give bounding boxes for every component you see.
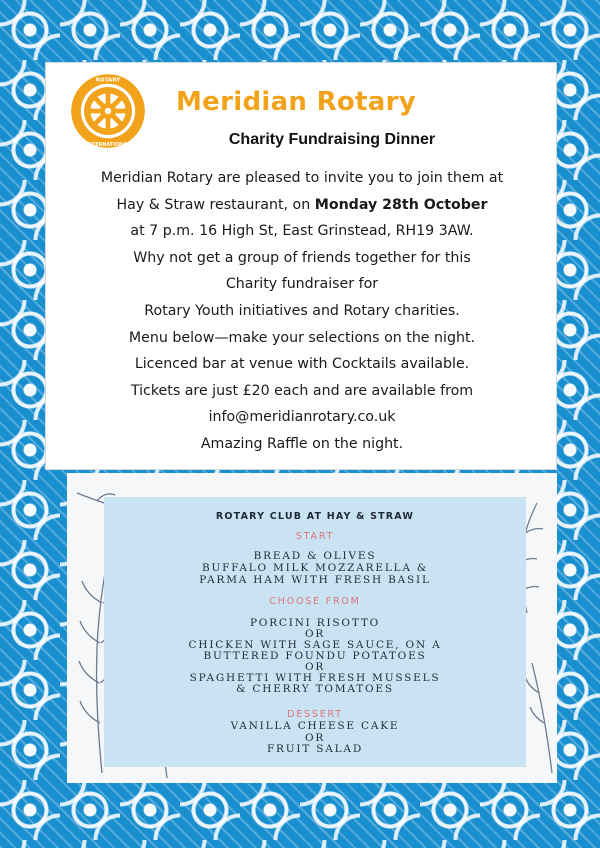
invite-line: Charity fundraiser for (225, 276, 379, 293)
invite-line: Meridian Rotary are pleased to invite you to join them at (100, 170, 504, 186)
menu-item: FRUIT SALAD (266, 743, 364, 755)
invite-line-date (46, 192, 558, 219)
menu-item: OR (304, 661, 326, 673)
logo-ring-text-top: ROTARY (95, 77, 121, 84)
menu-item: & CHERRY TOMATOES (236, 683, 394, 695)
menu-item: BREAD & OLIVES (253, 550, 377, 562)
menu-item: CHICKEN WITH SAGE SAUCE, ON A (188, 639, 442, 651)
menu-item: OR (304, 628, 326, 640)
menu-item: VANILLA CHEESE CAKE (230, 720, 400, 732)
menu-item: PORCINI RISOTTO (249, 617, 381, 629)
invite-line: Tickets are just £20 each and are available from (130, 382, 474, 399)
menu-item: OR (304, 732, 326, 744)
invite-line: at 7 p.m. 16 High St, East Grinstead, RH19 3AW. (130, 223, 474, 240)
invitation-text (46, 165, 558, 458)
menu-heading: ROTARY CLUB AT HAY & STRAW (215, 511, 415, 522)
invite-line: Licenced bar at venue with Cocktails available. (134, 356, 470, 373)
menu-item: SPAGHETTI WITH FRESH MUSSELS (189, 672, 441, 684)
invitation-card (45, 62, 557, 470)
menu-card (104, 497, 526, 767)
menu-item: PARMA HAM WITH FRESH BASIL (199, 574, 431, 586)
org-name: Meridian Rotary (176, 87, 416, 117)
contact-email[interactable]: info@meridianrotary.co.uk (208, 409, 396, 426)
invite-venue-text: Hay & Straw restaurant, on (116, 196, 315, 213)
invite-line: Amazing Raffle on the night. (200, 435, 404, 452)
menu-item: BUFFALO MILK MOZZARELLA & (201, 562, 429, 574)
menu-section-choose: CHOOSE FROM (269, 596, 361, 607)
event-date: Monday 28th October (314, 196, 488, 213)
logo-ring-text-bottom: INTERNATIONAL (86, 143, 130, 149)
menu-item: BUTTERED FOUNDU POTATOES (203, 650, 427, 662)
menu-section-dessert: DESSERT (287, 709, 343, 720)
invite-line: Menu below—make your selections on the night. (128, 329, 476, 346)
invite-line: Why not get a group of friends together for this (133, 249, 471, 266)
event-title: Charity Fundraising Dinner (228, 131, 436, 148)
menu-section-start: START (295, 531, 335, 542)
menu-image (67, 473, 557, 783)
invite-line: Rotary Youth initiatives and Rotary charities. (144, 302, 460, 319)
